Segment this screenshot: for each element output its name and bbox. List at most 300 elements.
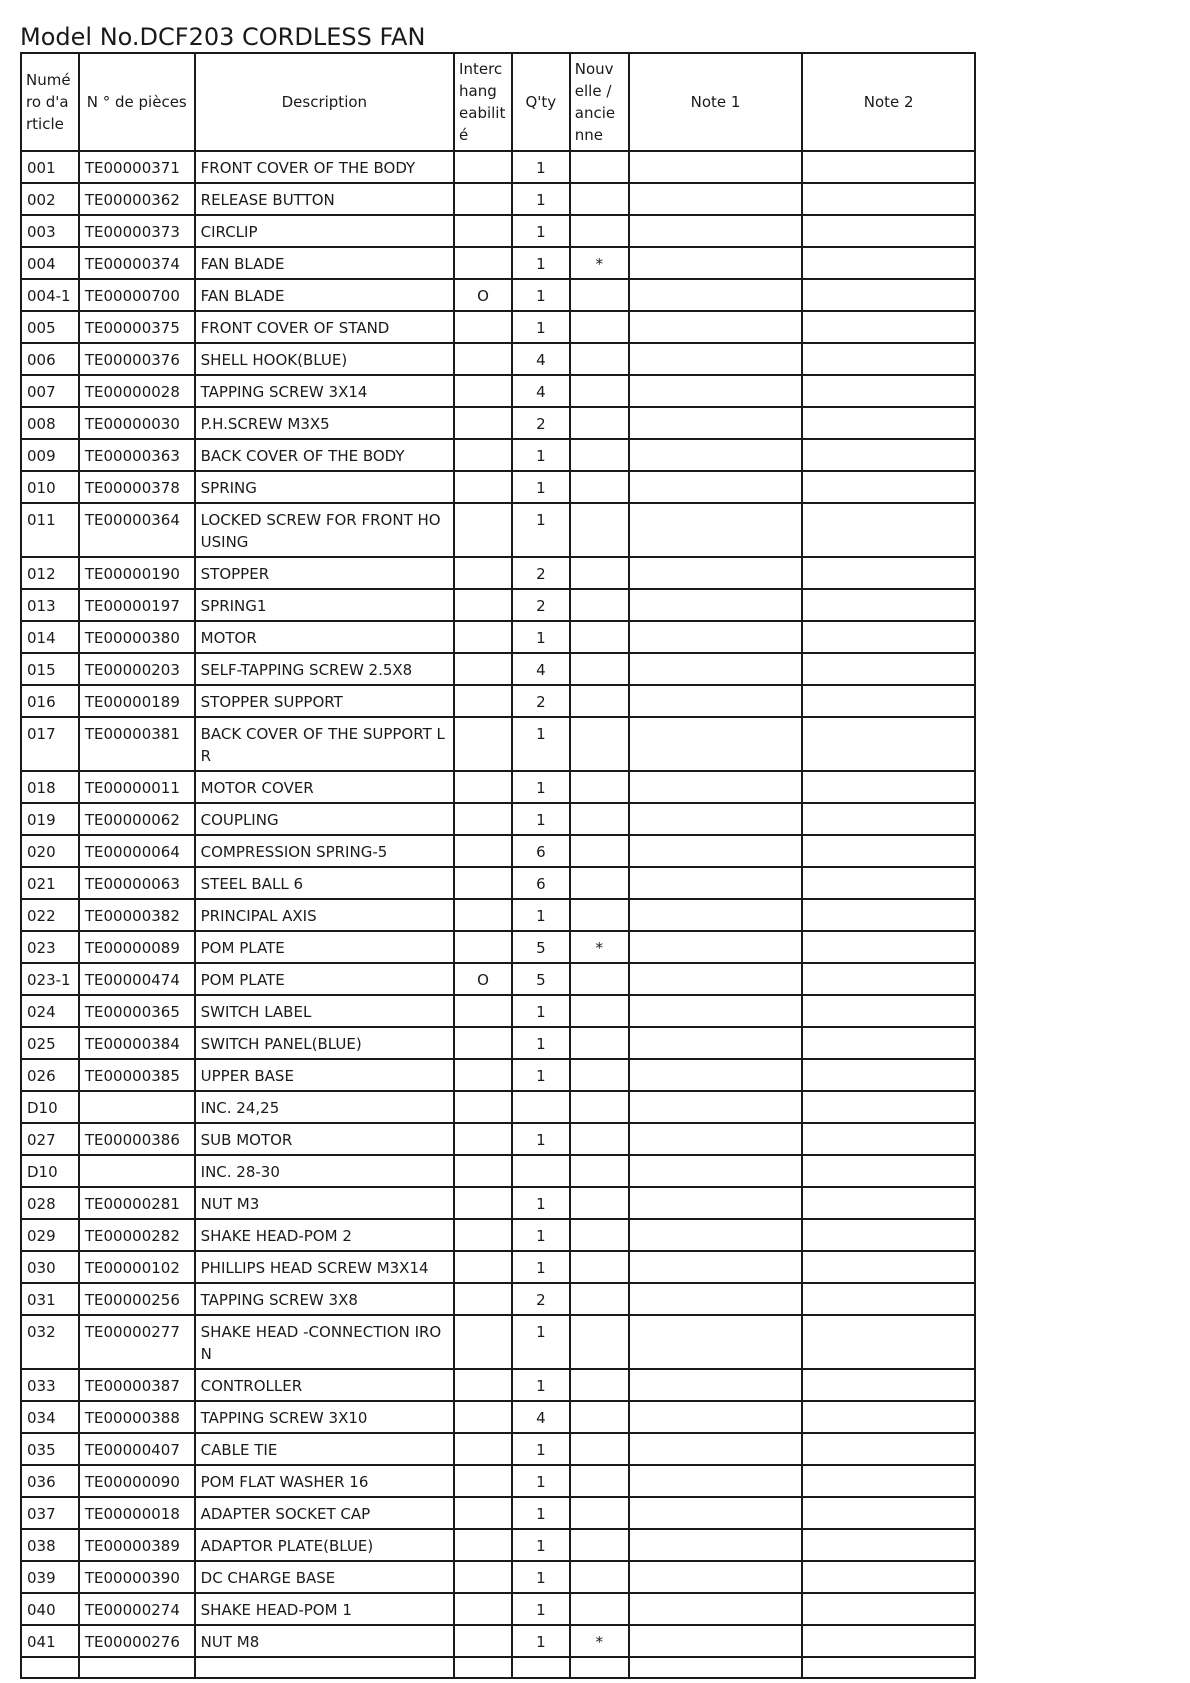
cell-part-number: TE00000090: [79, 1465, 195, 1497]
cell-new-old: [570, 867, 629, 899]
cell-interchangeability: [454, 899, 512, 931]
cell-note-2: [802, 407, 975, 439]
cell-interchangeability: [454, 1091, 512, 1123]
cell-item-number: 033: [21, 1369, 79, 1401]
cell-new-old: [570, 1219, 629, 1251]
cell-note-2: [802, 835, 975, 867]
cell-note-1: [629, 247, 803, 279]
cell-quantity: 2: [512, 589, 570, 621]
cell-note-2: [802, 1155, 975, 1187]
cell-note-2: [802, 247, 975, 279]
cell-item-number: 028: [21, 1187, 79, 1219]
table-row: [21, 439, 975, 471]
cell-part-number: TE00000277: [79, 1315, 195, 1369]
cell-part-number: TE00000385: [79, 1059, 195, 1091]
cell-interchangeability: [454, 215, 512, 247]
header-note-2: Note 2: [802, 53, 975, 151]
cell-quantity: 1: [512, 803, 570, 835]
cell-item-number: 039: [21, 1561, 79, 1593]
cell-description: SHAKE HEAD-POM 1: [195, 1593, 454, 1625]
header-note-1: Note 1: [629, 53, 803, 151]
cell-item-number: 022: [21, 899, 79, 931]
cell-interchangeability: [454, 867, 512, 899]
cell-quantity: 1: [512, 1433, 570, 1465]
cell-note-1: [629, 621, 803, 653]
table-row: [21, 589, 975, 621]
cell-quantity: 1: [512, 503, 570, 557]
cell-description: COMPRESSION SPRING-5: [195, 835, 454, 867]
cell-new-old: [570, 621, 629, 653]
cell-description: DC CHARGE BASE: [195, 1561, 454, 1593]
cell-interchangeability: [454, 835, 512, 867]
cell-note-1: [629, 1059, 803, 1091]
cell-item-number: 037: [21, 1497, 79, 1529]
cell-note-1: [629, 1465, 803, 1497]
cell-quantity: 4: [512, 1401, 570, 1433]
cell-item-number: 004-1: [21, 279, 79, 311]
cell-note-2: [802, 1059, 975, 1091]
cell-item-number: 019: [21, 803, 79, 835]
cell-interchangeability: [454, 803, 512, 835]
cell-item-number: 005: [21, 311, 79, 343]
cell-new-old: [570, 311, 629, 343]
cell-note-2: [802, 803, 975, 835]
cell-description: POM PLATE: [195, 963, 454, 995]
cell-part-number: TE00000700: [79, 279, 195, 311]
cell-note-2: [802, 1283, 975, 1315]
cell-note-1: [629, 279, 803, 311]
cell-interchangeability: [454, 1433, 512, 1465]
cell-note-2: [802, 1123, 975, 1155]
cell-item-number: 010: [21, 471, 79, 503]
cell-description: POM PLATE: [195, 931, 454, 963]
cell-item-number: 004: [21, 247, 79, 279]
cell-quantity: 6: [512, 835, 570, 867]
cell-quantity: 1: [512, 1561, 570, 1593]
cell-item-number: 025: [21, 1027, 79, 1059]
cell-part-number: TE00000378: [79, 471, 195, 503]
cell-note-2: [802, 1187, 975, 1219]
cell-item-number: 024: [21, 995, 79, 1027]
cell-part-number: TE00000274: [79, 1593, 195, 1625]
cell-description: SPRING: [195, 471, 454, 503]
cell-note-1: [629, 963, 803, 995]
cell-quantity: 5: [512, 963, 570, 995]
cell-interchangeability: [454, 1369, 512, 1401]
cell-note-1: [629, 1561, 803, 1593]
cell-new-old: [570, 557, 629, 589]
cell-item-number: 031: [21, 1283, 79, 1315]
cell-interchangeability: [454, 471, 512, 503]
cell-item-number: 038: [21, 1529, 79, 1561]
cell-new-old: [570, 899, 629, 931]
cell-new-old: [570, 589, 629, 621]
cell-part-number: TE00000387: [79, 1369, 195, 1401]
cell-note-2: [802, 311, 975, 343]
table-row: [21, 835, 975, 867]
cell-quantity: 4: [512, 343, 570, 375]
cell-item-number: 008: [21, 407, 79, 439]
cell-part-number: TE00000376: [79, 343, 195, 375]
cell-note-2: [802, 1315, 975, 1369]
table-row: [21, 1401, 975, 1433]
cell-description: INC. 28-30: [195, 1155, 454, 1187]
cell-interchangeability: [454, 1497, 512, 1529]
cell-interchangeability: [454, 407, 512, 439]
cell-description: STOPPER SUPPORT: [195, 685, 454, 717]
table-row: [21, 1369, 975, 1401]
cell-new-old: [570, 1059, 629, 1091]
cell-interchangeability: [454, 1465, 512, 1497]
cell-part-number: TE00000386: [79, 1123, 195, 1155]
header-interchangeability: Interc hang eabilit é: [454, 53, 512, 151]
cell-note-1: [629, 471, 803, 503]
cell-interchangeability: [454, 1155, 512, 1187]
table-row: [21, 279, 975, 311]
table-row: [21, 1465, 975, 1497]
cell-quantity: 6: [512, 867, 570, 899]
cell-new-old: [570, 1283, 629, 1315]
parts-table: [20, 52, 976, 1679]
cell-description: STOPPER: [195, 557, 454, 589]
cell-item-number: 029: [21, 1219, 79, 1251]
cell-part-number: TE00000197: [79, 589, 195, 621]
cell-interchangeability: [454, 1315, 512, 1369]
cell-part-number: TE00000371: [79, 151, 195, 183]
cell-interchangeability: [454, 717, 512, 771]
cell-item-number: 014: [21, 621, 79, 653]
cell-part-number: [79, 1155, 195, 1187]
cell-description: TAPPING SCREW 3X14: [195, 375, 454, 407]
cell-new-old: [570, 1401, 629, 1433]
cell-quantity: 1: [512, 1187, 570, 1219]
table-row: [21, 1433, 975, 1465]
header-new-old: Nouv elle / ancie nne: [570, 53, 629, 151]
cell-description: ADAPTOR PLATE(BLUE): [195, 1529, 454, 1561]
cell-note-1: [629, 557, 803, 589]
cell-part-number: TE00000281: [79, 1187, 195, 1219]
cell-note-2: [802, 183, 975, 215]
cell-description: SHAKE HEAD-POM 2: [195, 1219, 454, 1251]
cell-part-number: TE00000018: [79, 1497, 195, 1529]
cell-quantity: 1: [512, 621, 570, 653]
cell-note-2: [802, 1401, 975, 1433]
cell-part-number: TE00000276: [79, 1625, 195, 1657]
cell-quantity: [512, 1155, 570, 1187]
table-row: [21, 1283, 975, 1315]
table-row: [21, 963, 975, 995]
cell-part-number: TE00000062: [79, 803, 195, 835]
cell-part-number: TE00000011: [79, 771, 195, 803]
cell-quantity: 1: [512, 1219, 570, 1251]
cell-description: FRONT COVER OF THE BODY: [195, 151, 454, 183]
table-row: [21, 557, 975, 589]
cell-new-old: *: [570, 247, 629, 279]
cell-part-number: TE00000474: [79, 963, 195, 995]
cell-new-old: [570, 279, 629, 311]
cell-new-old: [570, 1123, 629, 1155]
table-row: [21, 375, 975, 407]
table-row: [21, 685, 975, 717]
cell-note-2: [802, 503, 975, 557]
cell-note-1: [629, 1433, 803, 1465]
cell-part-number: TE00000388: [79, 1401, 195, 1433]
table-row-cutoff: [21, 1657, 975, 1678]
cell-new-old: [570, 771, 629, 803]
cell-interchangeability: [454, 931, 512, 963]
cell-interchangeability: [454, 995, 512, 1027]
cell-description: TAPPING SCREW 3X10: [195, 1401, 454, 1433]
cell-note-1: [629, 1251, 803, 1283]
cell-description: ADAPTER SOCKET CAP: [195, 1497, 454, 1529]
table-row: [21, 931, 975, 963]
cell-note-2: [802, 557, 975, 589]
cell-note-1: [629, 1497, 803, 1529]
cell-note-1: [629, 803, 803, 835]
cell-note-1: [629, 439, 803, 471]
cell-note-1: [629, 1187, 803, 1219]
cell-description: FAN BLADE: [195, 279, 454, 311]
cell-note-2: [802, 1561, 975, 1593]
cell-note-1: [629, 685, 803, 717]
cell-note-2: [802, 343, 975, 375]
table-row: [21, 247, 975, 279]
cell-interchangeability: [454, 311, 512, 343]
cell-part-number: TE00000389: [79, 1529, 195, 1561]
cell-part-number: TE00000375: [79, 311, 195, 343]
cell-quantity: 1: [512, 471, 570, 503]
cell-new-old: [570, 407, 629, 439]
cell-new-old: [570, 835, 629, 867]
cell-description: STEEL BALL 6: [195, 867, 454, 899]
cell-quantity: 2: [512, 685, 570, 717]
table-row: [21, 311, 975, 343]
header-description: Description: [195, 53, 454, 151]
cell-description: PRINCIPAL AXIS: [195, 899, 454, 931]
cell-note-2: [802, 1497, 975, 1529]
cell-note-2: [802, 867, 975, 899]
document-title: Model No.DCF203 CORDLESS FAN: [20, 23, 426, 51]
cell-quantity: 1: [512, 1593, 570, 1625]
cell-description: SPRING1: [195, 589, 454, 621]
cell-interchangeability: [454, 247, 512, 279]
cell-new-old: [570, 439, 629, 471]
table-body: [21, 151, 975, 1657]
cell-note-2: [802, 1027, 975, 1059]
cell-note-1: [629, 1625, 803, 1657]
cell-note-1: [629, 151, 803, 183]
table-row: [21, 1123, 975, 1155]
cell-item-number: 034: [21, 1401, 79, 1433]
cell-note-1: [629, 1123, 803, 1155]
cell-description: BACK COVER OF THE SUPPORT L R: [195, 717, 454, 771]
cell-interchangeability: [454, 1561, 512, 1593]
cell-interchangeability: [454, 183, 512, 215]
cell-part-number: TE00000203: [79, 653, 195, 685]
cell-description: SELF-TAPPING SCREW 2.5X8: [195, 653, 454, 685]
cell-description: MOTOR: [195, 621, 454, 653]
cell-part-number: TE00000380: [79, 621, 195, 653]
cell-note-1: [629, 375, 803, 407]
cell-interchangeability: [454, 151, 512, 183]
cell-interchangeability: [454, 1059, 512, 1091]
cell-new-old: [570, 1091, 629, 1123]
table-row: [21, 503, 975, 557]
table-row: [21, 771, 975, 803]
table-row: [21, 1219, 975, 1251]
cell-part-number: TE00000374: [79, 247, 195, 279]
cell-quantity: 1: [512, 899, 570, 931]
cell-part-number: TE00000030: [79, 407, 195, 439]
cell-part-number: TE00000089: [79, 931, 195, 963]
cell-item-number: 009: [21, 439, 79, 471]
cell-new-old: [570, 717, 629, 771]
cell-item-number: 012: [21, 557, 79, 589]
cell-part-number: TE00000373: [79, 215, 195, 247]
cell-note-2: [802, 589, 975, 621]
cell-quantity: 1: [512, 1369, 570, 1401]
cell-description: LOCKED SCREW FOR FRONT HO USING: [195, 503, 454, 557]
cell-note-1: [629, 835, 803, 867]
cell-item-number: 007: [21, 375, 79, 407]
cell-interchangeability: [454, 1251, 512, 1283]
cell-note-2: [802, 1369, 975, 1401]
cell-quantity: 1: [512, 1123, 570, 1155]
cell-new-old: [570, 1315, 629, 1369]
cell-note-1: [629, 995, 803, 1027]
cell-new-old: [570, 1497, 629, 1529]
table-row: [21, 1625, 975, 1657]
cell-description: SUB MOTOR: [195, 1123, 454, 1155]
cell-note-1: [629, 311, 803, 343]
cell-interchangeability: [454, 343, 512, 375]
cell-new-old: [570, 963, 629, 995]
table-row: [21, 1091, 975, 1123]
cell-new-old: [570, 343, 629, 375]
cell-note-1: [629, 343, 803, 375]
table-row: [21, 653, 975, 685]
cell-item-number: 023-1: [21, 963, 79, 995]
cell-note-1: [629, 183, 803, 215]
cell-part-number: TE00000364: [79, 503, 195, 557]
cell-note-1: [629, 1401, 803, 1433]
cell-description: SHAKE HEAD -CONNECTION IRO N: [195, 1315, 454, 1369]
cell-new-old: [570, 1155, 629, 1187]
cell-interchangeability: O: [454, 279, 512, 311]
cell-item-number: 013: [21, 589, 79, 621]
cell-note-1: [629, 899, 803, 931]
cell-note-1: [629, 771, 803, 803]
cell-part-number: TE00000407: [79, 1433, 195, 1465]
cell-note-2: [802, 1529, 975, 1561]
cell-item-number: 040: [21, 1593, 79, 1625]
cell-quantity: 1: [512, 1497, 570, 1529]
table-row: [21, 621, 975, 653]
cell-description: NUT M8: [195, 1625, 454, 1657]
cell-note-1: [629, 653, 803, 685]
cell-item-number: 021: [21, 867, 79, 899]
table-row: [21, 183, 975, 215]
cell-note-2: [802, 653, 975, 685]
cell-part-number: TE00000189: [79, 685, 195, 717]
table-row: [21, 215, 975, 247]
cell-interchangeability: [454, 1529, 512, 1561]
table-row: [21, 343, 975, 375]
cell-item-number: 015: [21, 653, 79, 685]
cell-description: SWITCH PANEL(BLUE): [195, 1027, 454, 1059]
cell-interchangeability: [454, 439, 512, 471]
cell-note-1: [629, 1283, 803, 1315]
table-row: [21, 1529, 975, 1561]
cell-new-old: [570, 183, 629, 215]
cell-item-number: 011: [21, 503, 79, 557]
cell-description: RELEASE BUTTON: [195, 183, 454, 215]
cell-interchangeability: [454, 557, 512, 589]
cell-interchangeability: [454, 1187, 512, 1219]
cell-note-1: [629, 1091, 803, 1123]
cell-new-old: [570, 215, 629, 247]
cell-item-number: 023: [21, 931, 79, 963]
cell-note-2: [802, 1625, 975, 1657]
cell-quantity: 4: [512, 653, 570, 685]
table-header-row: [21, 53, 975, 151]
cell-note-2: [802, 717, 975, 771]
cell-quantity: 1: [512, 1315, 570, 1369]
cell-description: SHELL HOOK(BLUE): [195, 343, 454, 375]
cell-note-2: [802, 151, 975, 183]
cell-new-old: [570, 1529, 629, 1561]
table-row: [21, 1155, 975, 1187]
table-row: [21, 803, 975, 835]
cell-part-number: TE00000362: [79, 183, 195, 215]
cell-new-old: [570, 503, 629, 557]
cell-interchangeability: [454, 771, 512, 803]
cell-note-2: [802, 685, 975, 717]
table-row: [21, 1187, 975, 1219]
cell-note-2: [802, 1251, 975, 1283]
cell-quantity: 1: [512, 995, 570, 1027]
cell-quantity: 2: [512, 557, 570, 589]
cell-note-2: [802, 279, 975, 311]
cell-interchangeability: [454, 1123, 512, 1155]
cell-note-2: [802, 963, 975, 995]
cell-note-2: [802, 899, 975, 931]
cell-quantity: 1: [512, 215, 570, 247]
cell-item-number: 002: [21, 183, 79, 215]
cell-item-number: 026: [21, 1059, 79, 1091]
cell-quantity: 1: [512, 1625, 570, 1657]
table-row: [21, 995, 975, 1027]
cell-description: MOTOR COVER: [195, 771, 454, 803]
cell-description: CABLE TIE: [195, 1433, 454, 1465]
cell-note-2: [802, 1465, 975, 1497]
table-row: [21, 151, 975, 183]
cell-item-number: 041: [21, 1625, 79, 1657]
header-item-number: Numé ro d'a rticle: [21, 53, 79, 151]
header-quantity: Q'ty: [512, 53, 570, 151]
cell-note-1: [629, 215, 803, 247]
table-row: [21, 717, 975, 771]
cell-description: NUT M3: [195, 1187, 454, 1219]
cell-description: POM FLAT WASHER 16: [195, 1465, 454, 1497]
cell-interchangeability: [454, 1219, 512, 1251]
cell-quantity: 1: [512, 279, 570, 311]
cell-interchangeability: O: [454, 963, 512, 995]
cell-item-number: 020: [21, 835, 79, 867]
cell-new-old: *: [570, 931, 629, 963]
cell-new-old: [570, 1027, 629, 1059]
cell-new-old: [570, 1465, 629, 1497]
